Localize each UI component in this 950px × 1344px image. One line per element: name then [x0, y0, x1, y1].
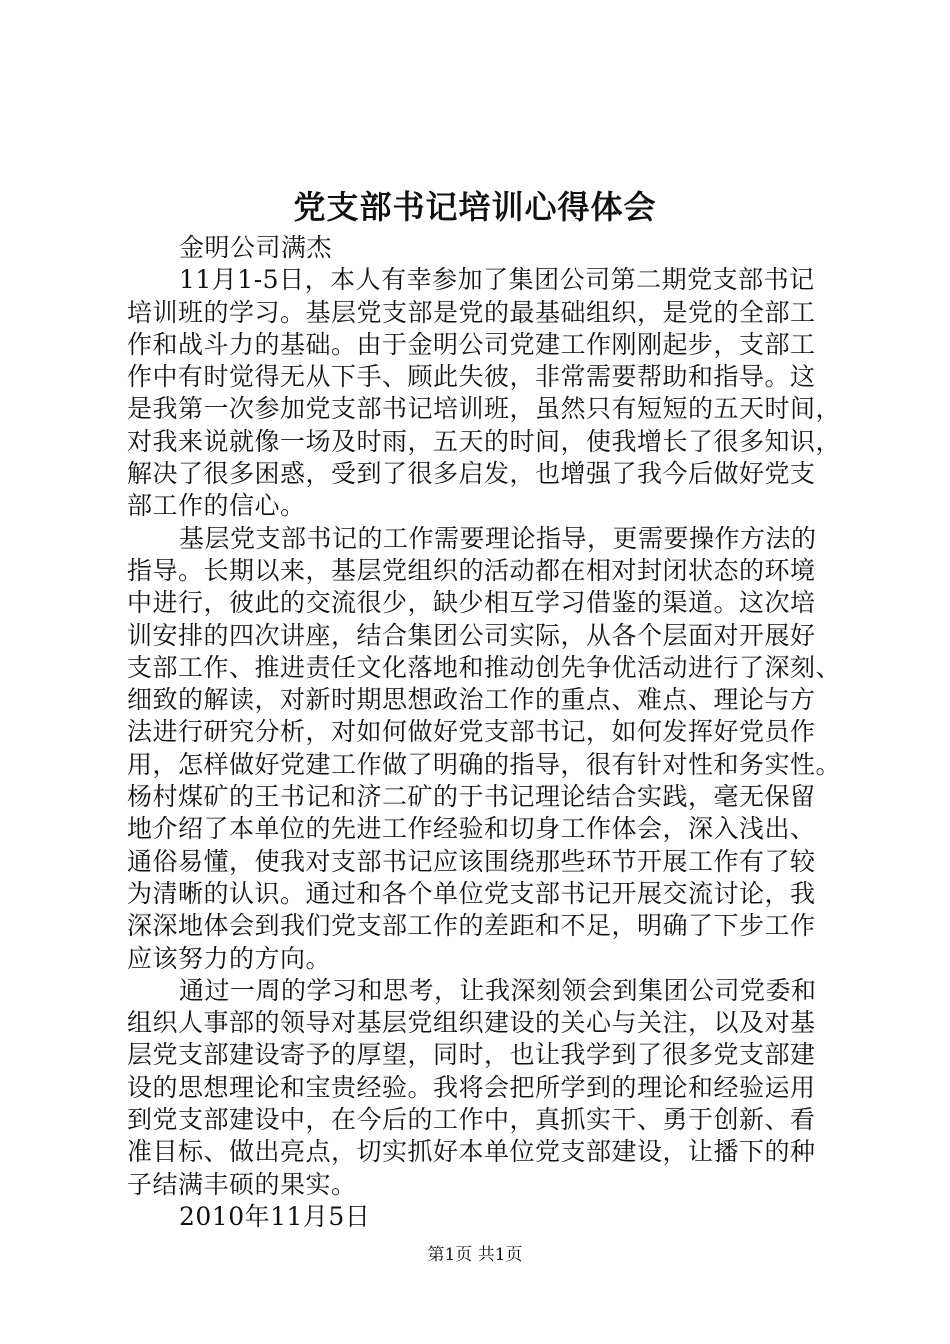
paragraph: [127, 975, 839, 1201]
paragraph-line: 训安排的四次讲座，结合集团公司实际，从各个层面对开展好: [127, 620, 816, 650]
paragraph-line: 设的思想理论和宝贵经验。我将会把所学到的理论和经验运用: [127, 1072, 816, 1102]
paragraph-line: 地介绍了本单位的先进工作经验和切身工作体会，深入浅出、: [127, 814, 816, 844]
paragraph-line: 细致的解读，对新时期思想政治工作的重点、难点、理论与方: [127, 685, 816, 715]
paragraph-line: 11月1-5日，本人有幸参加了集团公司第二期党支部书记: [179, 265, 815, 295]
paragraph-line: 杨村煤矿的王书记和济二矿的于书记理论结合实践，毫无保留: [127, 782, 816, 812]
paragraph-line: 通过一周的学习和思考，让我深刻领会到集团公司党委和: [179, 975, 817, 1005]
paragraph-line: 支部工作、推进责任文化落地和推动创先争优活动进行了深刻、: [127, 652, 842, 682]
paragraph-line: 是我第一次参加党支部书记培训班，虽然只有短短的五天时间，: [127, 394, 842, 424]
paragraph-line: 法进行研究分析，对如何做好党支部书记，如何发挥好党员作: [127, 717, 816, 747]
paragraph-line: 用，怎样做好党建工作做了明确的指导，很有针对性和务实性。: [127, 749, 842, 779]
paragraph: [127, 523, 842, 975]
paragraphs-container: [127, 264, 842, 1201]
page-footer: 第1页 共1页: [427, 1245, 523, 1265]
date-line: 2010年11月5日: [179, 1201, 371, 1231]
paragraph-line: 部工作的信心。: [127, 491, 306, 521]
document-body: [127, 232, 842, 1233]
paragraph-line: 组织人事部的领导对基层党组织建设的关心与关注，以及对基: [127, 1008, 816, 1038]
paragraph-line: 应该努力的方向。: [127, 943, 332, 973]
paragraph-line: 中进行，彼此的交流很少，缺少相互学习借鉴的渠道。这次培: [127, 588, 816, 618]
paragraph-line: 基层党支部书记的工作需要理论指导，更需要操作方法的: [179, 523, 817, 553]
paragraph-line: 指导。长期以来，基层党组织的活动都在相对封闭状态的环境: [127, 555, 816, 585]
paragraph-line: 准目标、做出亮点，切实抓好本单位党支部建设，让播下的种: [127, 1137, 816, 1167]
paragraph-line: 作和战斗力的基础。由于金明公司党建工作刚刚起步，支部工: [127, 329, 816, 359]
document-title: 党支部书记培训心得体会: [293, 188, 657, 226]
paragraph-line: 通俗易懂，使我对支部书记应该围绕那些环节开展工作有了较: [127, 846, 816, 876]
paragraph-line: 层党支部建设寄予的厚望，同时，也让我学到了很多党支部建: [127, 1040, 816, 1070]
paragraph-line: 为清晰的认识。通过和各个单位党支部书记开展交流讨论，我: [127, 878, 816, 908]
paragraph-line: 对我来说就像一场及时雨，五天的时间，使我增长了很多知识，: [127, 426, 842, 456]
paragraph-line: 作中有时觉得无从下手、顾此失彼，非常需要帮助和指导。这: [127, 362, 816, 392]
paragraph-line: 解决了很多困惑，受到了很多启发，也增强了我今后做好党支: [127, 459, 816, 489]
paragraph-line: 子结满丰硕的果实。: [127, 1169, 357, 1199]
paragraph-line: 培训班的学习。基层党支部是党的最基础组织，是党的全部工: [127, 297, 816, 327]
paragraph-line: 深深地体会到我们党支部工作的差距和不足，明确了下步工作: [127, 911, 816, 941]
paragraph-line: 到党支部建设中，在今后的工作中，真抓实干、勇于创新、看: [127, 1105, 816, 1135]
author-line: 金明公司满杰: [179, 233, 333, 262]
paragraph: [127, 264, 842, 522]
